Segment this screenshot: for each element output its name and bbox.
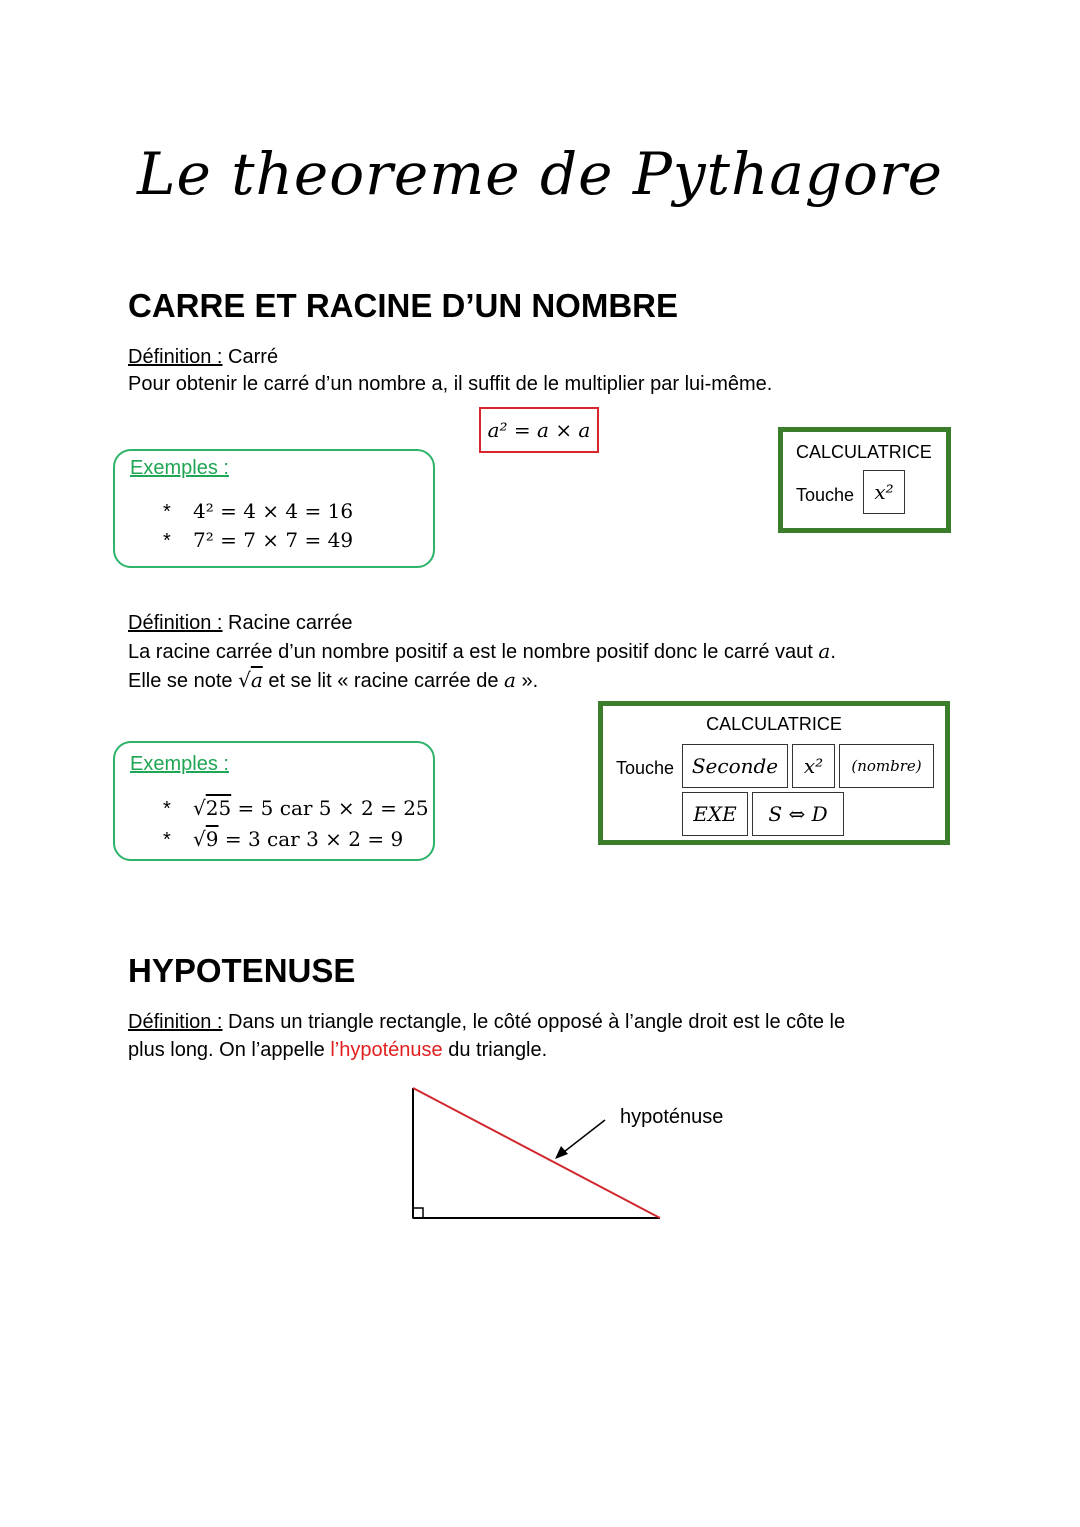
definition-label: Définition :: [128, 346, 223, 368]
text: La racine carrée d’un nombre positif a est le nombre positif donc le carré vaut: [128, 641, 819, 663]
key-seconde: Seconde: [682, 744, 788, 788]
example-text: 7² = 7 × 7 = 49: [193, 528, 354, 552]
touche-label: Touche: [616, 758, 675, 778]
definition-carre-text: Pour obtenir le carré d’un nombre a, il suffit de le multiplier par lui-même.: [128, 373, 773, 395]
examples-label: Exemples :: [130, 457, 229, 479]
arrow-line: [560, 1120, 605, 1155]
examples-label: Exemples :: [130, 753, 229, 775]
section-heading-carre: CARRE ET RACINE D’UN NOMBRE: [128, 287, 679, 324]
example-text: = 5 car 5 × 2 = 25: [231, 796, 429, 820]
key-x-squared: x²: [863, 470, 905, 514]
text: du triangle.: [442, 1039, 548, 1061]
text: Dans un triangle rectangle, le côté opposé à l’angle droit est le côte le: [222, 1011, 846, 1033]
key-exe: EXE: [682, 792, 748, 836]
text: ».: [515, 670, 539, 692]
radicand: 9: [205, 827, 219, 851]
definition-term: Carré: [222, 346, 279, 368]
page-title: Le theoreme de Pythagore: [136, 140, 943, 208]
text: .: [830, 641, 836, 663]
example-text: 4² = 4 × 4 = 16: [193, 499, 354, 523]
hypotenuse-label: hypoténuse: [620, 1106, 724, 1128]
definition-term: Racine carrée: [222, 612, 353, 634]
touche-label: Touche: [796, 485, 855, 505]
radicand: 25: [205, 796, 232, 820]
text: et se lit « racine carrée de: [262, 670, 504, 692]
example-item: * √25 = 5 car 5 × 2 = 25: [163, 796, 429, 820]
var: a: [818, 639, 831, 663]
definition-label: Définition :: [128, 1011, 223, 1033]
definition-label: Définition :: [128, 612, 223, 634]
arrow-head-icon: [555, 1146, 568, 1159]
key-nombre: (nombre): [839, 744, 934, 788]
example-text: = 3 car 3 × 2 = 9: [218, 827, 404, 851]
section-heading-hypotenuse: HYPOTENUSE: [128, 952, 356, 989]
example-item: * 7² = 7 × 7 = 49: [163, 528, 354, 552]
example-item: * 4² = 4 × 4 = 16: [163, 499, 354, 523]
radicand: a: [250, 668, 263, 692]
sqrt-symbol: √: [238, 668, 251, 692]
hypotenuse-term: l’hypoténuse: [330, 1039, 443, 1061]
key-s-d: S ⇔ D: [752, 792, 844, 836]
example-item: * √9 = 3 car 3 × 2 = 9: [163, 827, 404, 851]
right-angle-marker: [413, 1208, 423, 1218]
text: plus long. On l’appelle: [128, 1039, 331, 1061]
calculator-title: CALCULATRICE: [706, 714, 842, 734]
text: Elle se note: [128, 670, 239, 692]
calculator-title: CALCULATRICE: [796, 442, 932, 462]
formula-box: a² = a × a: [479, 407, 599, 453]
key-x-squared: x²: [792, 744, 835, 788]
var: a: [504, 668, 516, 692]
